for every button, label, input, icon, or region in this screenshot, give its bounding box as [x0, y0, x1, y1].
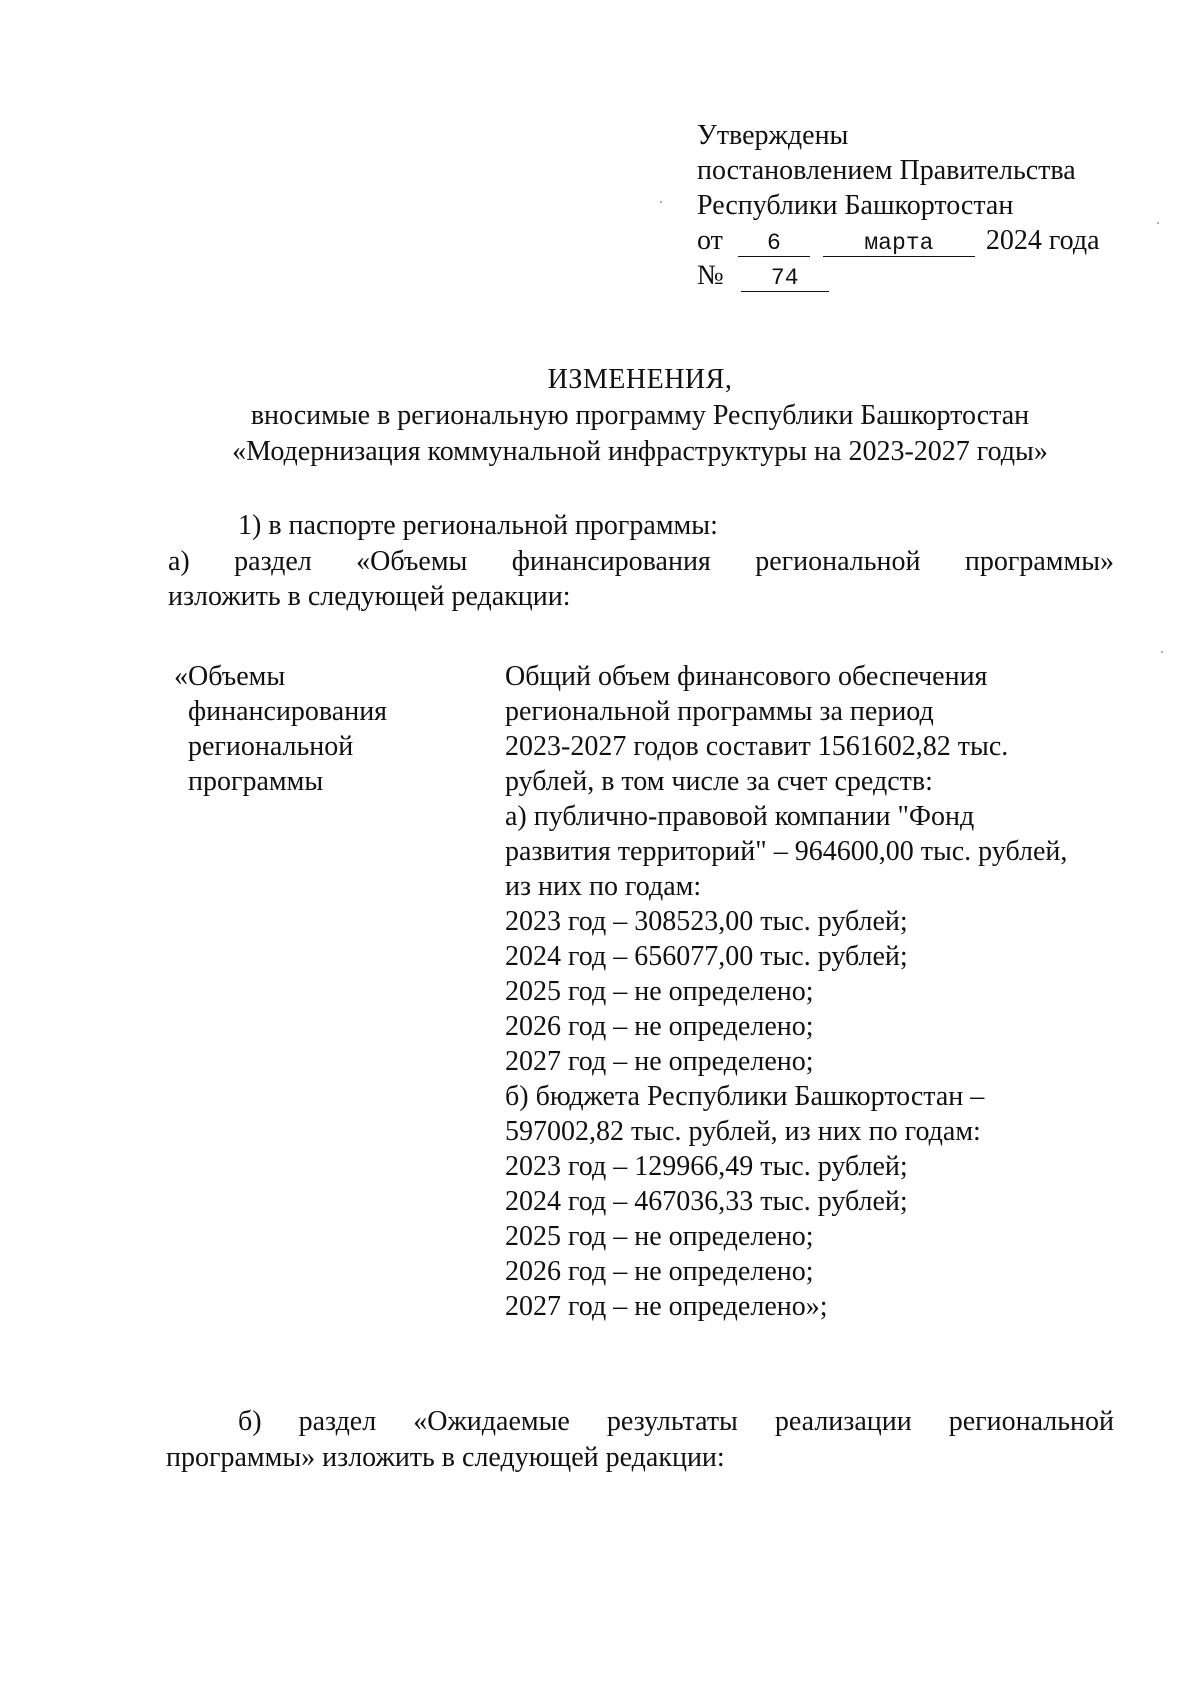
approval-block — [697, 118, 1100, 293]
passport-value-line: региональной программы за период — [505, 696, 934, 727]
passport-label-line: региональной — [188, 731, 354, 762]
passport-value-line: 2024 год – 656077,00 тыс. рублей; — [505, 941, 908, 972]
passport-value-line: из них по годам: — [505, 871, 702, 902]
passport-label-line: «Объемы — [174, 661, 286, 692]
scan-speck — [1161, 651, 1163, 653]
date-day-field: 6 — [738, 230, 810, 257]
title-line-3: «Модернизация коммунальной инфраструктуры на 2023-2027 годы» — [232, 436, 1048, 467]
number-field: 74 — [741, 265, 829, 292]
title-line-2: вносимые в региональную программу Республики Башкортостан — [250, 400, 1030, 431]
item-b-paragraph-line-1: б) раздел «Ожидаемые результаты реализации региональной — [238, 1406, 1114, 1437]
approval-line-3: Республики Башкортостан — [697, 190, 1014, 221]
passport-value-column — [505, 659, 1125, 1324]
scan-speck — [1157, 222, 1159, 224]
passport-value-line: 2023-2027 годов составит 1561602,82 тыс. — [505, 731, 1009, 762]
approval-date-line — [697, 223, 1100, 258]
number-prefix: № — [697, 260, 724, 291]
passport-value-line: а) публично-правовой компании "Фонд — [505, 801, 975, 832]
item-a-paragraph-line-2: изложить в следующей редакции: — [168, 581, 571, 612]
approval-number-line — [697, 258, 1100, 293]
passport-value-line: 2023 год – 129966,49 тыс. рублей; — [505, 1151, 908, 1182]
passport-value-line: Общий объем финансового обеспечения — [505, 661, 988, 692]
passport-value-line: 2024 год – 467036,33 тыс. рублей; — [505, 1186, 908, 1217]
passport-value-line: 2026 год – не определено; — [505, 1011, 814, 1042]
passport-value-line: 2027 год – не определено; — [505, 1046, 814, 1077]
item-a-paragraph-line-1: а) раздел «Объемы финансирования региональной программы» — [168, 546, 1114, 577]
scan-speck — [660, 201, 662, 203]
passport-value-line: 597002,82 тыс. рублей, из них по годам: — [505, 1116, 981, 1147]
title-heading: ИЗМЕНЕНИЯ, — [547, 364, 733, 395]
passport-value-line: 2027 год – не определено»; — [505, 1291, 828, 1322]
passport-value-line: 2026 год – не определено; — [505, 1256, 814, 1287]
item-b-paragraph-line-2: программы» изложить в следующей редакции: — [166, 1442, 725, 1473]
passport-value-line: рублей, в том числе за счет средств: — [505, 766, 933, 797]
passport-value-line: 2023 год – 308523,00 тыс. рублей; — [505, 906, 908, 937]
item-1-paragraph: 1) в паспорте региональной программы: — [238, 510, 718, 541]
passport-label-line: финансирования — [188, 696, 388, 727]
date-month-field: марта — [823, 230, 975, 257]
passport-value-line: б) бюджета Республики Башкортостан – — [505, 1081, 985, 1112]
document-title — [160, 362, 1120, 470]
approval-line-1: Утверждены — [697, 120, 849, 151]
approval-line-2: постановлением Правительства — [697, 155, 1076, 186]
date-prefix: от — [697, 225, 723, 256]
date-year: 2024 года — [985, 225, 1100, 256]
passport-label-line: программы — [188, 766, 324, 797]
passport-value-line: 2025 год – не определено; — [505, 976, 814, 1007]
passport-label-column — [174, 659, 494, 799]
passport-value-line: 2025 год – не определено; — [505, 1221, 814, 1252]
passport-value-line: развития территорий" – 964600,00 тыс. рублей, — [505, 836, 1068, 867]
